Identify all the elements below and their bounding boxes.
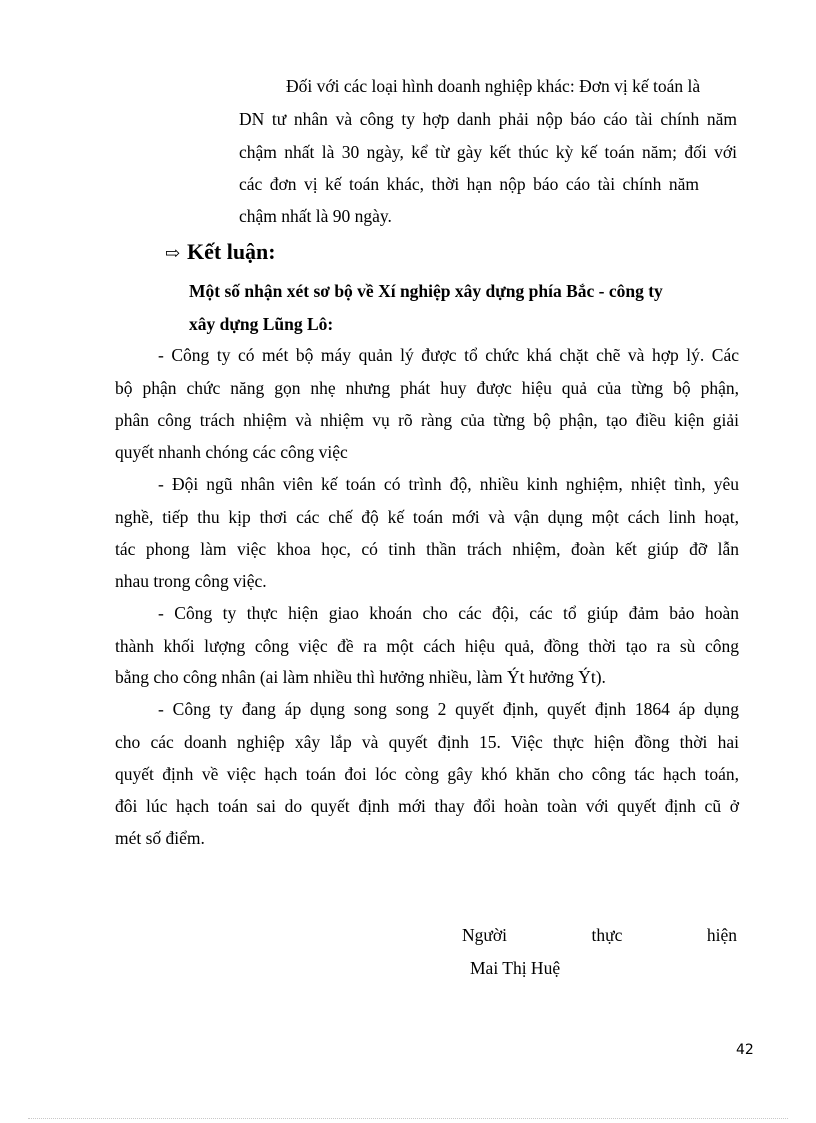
intro-line-5: chậm nhất là 90 ngày. — [239, 206, 392, 226]
paragraph-1-line-1: - Công ty có mét bộ máy quản lý được tổ chức khá chặt chẽ và hợp lý. Các — [158, 345, 739, 365]
subheading-line-2: xây dựng Lũng Lô: — [189, 314, 334, 334]
paragraph-4-line-2: cho các doanh nghiệp xây lắp và quyết định 15. Việc thực hiện đồng thời hai — [115, 732, 739, 752]
paragraph-1-line-4: quyết nhanh chóng các công việc — [115, 442, 348, 462]
paragraph-2-line-2: nghề, tiếp thu kịp thơi các chế độ kế toán mới và vận dụng một cách linh hoạt, — [115, 507, 739, 527]
right-arrow-icon: ⇨ — [165, 243, 181, 263]
intro-line-2: DN tư nhân và công ty hợp danh phải nộp báo cáo tài chính năm — [239, 109, 737, 129]
intro-line-1: Đối với các loại hình doanh nghiệp khác: Đơn vị kế toán là — [286, 76, 701, 96]
conclusion-heading — [165, 239, 276, 266]
paragraph-3-line-2: thành khối lượng công việc đề ra một cách hiệu quả, đồng thời tạo ra sù công — [115, 636, 739, 656]
page-number: 42 — [736, 1042, 754, 1058]
subheading-line-1: Một số nhận xét sơ bộ về Xí nghiệp xây dựng phía Bắc - công ty — [189, 281, 663, 301]
paragraph-2-line-4: nhau trong công việc. — [115, 571, 267, 591]
paragraph-4-line-4: đôi lúc hạch toán sai do quyết định mới thay đổi hoàn toàn với quyết định cũ ở — [115, 796, 739, 816]
paragraph-2-line-3: tác phong làm việc khoa học, có tinh thần trách nhiệm, đoàn kết giúp đỡ lẫn — [115, 539, 739, 559]
signature-name: Mai Thị Huệ — [470, 958, 561, 978]
signature-role-word-1: Người — [462, 925, 507, 945]
signature-role — [462, 924, 737, 946]
paragraph-3-line-1: - Công ty thực hiện giao khoán cho các đội, các tổ giúp đảm bảo hoàn — [158, 603, 739, 623]
paragraph-4-line-3: quyết định về việc hạch toán đoi lóc còng gây khó khăn cho công tác hạch toán, — [115, 764, 739, 784]
paragraph-3-line-3: bằng cho công nhân (ai làm nhiều thì hưởng nhiều, làm Ýt hưởng Ýt). — [115, 667, 606, 687]
paragraph-4-line-1: - Công ty đang áp dụng song song 2 quyết định, quyết định 1864 áp dụng — [158, 699, 739, 719]
paragraph-1-line-2: bộ phận chức năng gọn nhẹ nhưng phát huy được hiệu quả của từng bộ phận, — [115, 378, 739, 398]
signature-role-word-3: hiện — [706, 925, 737, 945]
paragraph-1-line-3: phân công trách nhiệm và nhiệm vụ rõ ràng của từng bộ phận, tạo điều kiện giải — [115, 410, 739, 430]
paragraph-4-line-5: mét số điểm. — [115, 828, 205, 848]
conclusion-heading-text: Kết luận: — [187, 239, 276, 264]
intro-line-3: chậm nhất là 30 ngày, kể từ gày kết thúc kỳ kế toán năm; đối với — [239, 142, 737, 162]
intro-line-4: các đơn vị kế toán khác, thời hạn nộp báo cáo tài chính năm — [239, 174, 699, 194]
page-bottom-divider — [28, 1118, 788, 1119]
paragraph-2-line-1: - Đội ngũ nhân viên kế toán có trình độ, nhiều kinh nghiệm, nhiệt tình, yêu — [158, 474, 739, 494]
signature-role-word-2: thực — [591, 925, 623, 945]
